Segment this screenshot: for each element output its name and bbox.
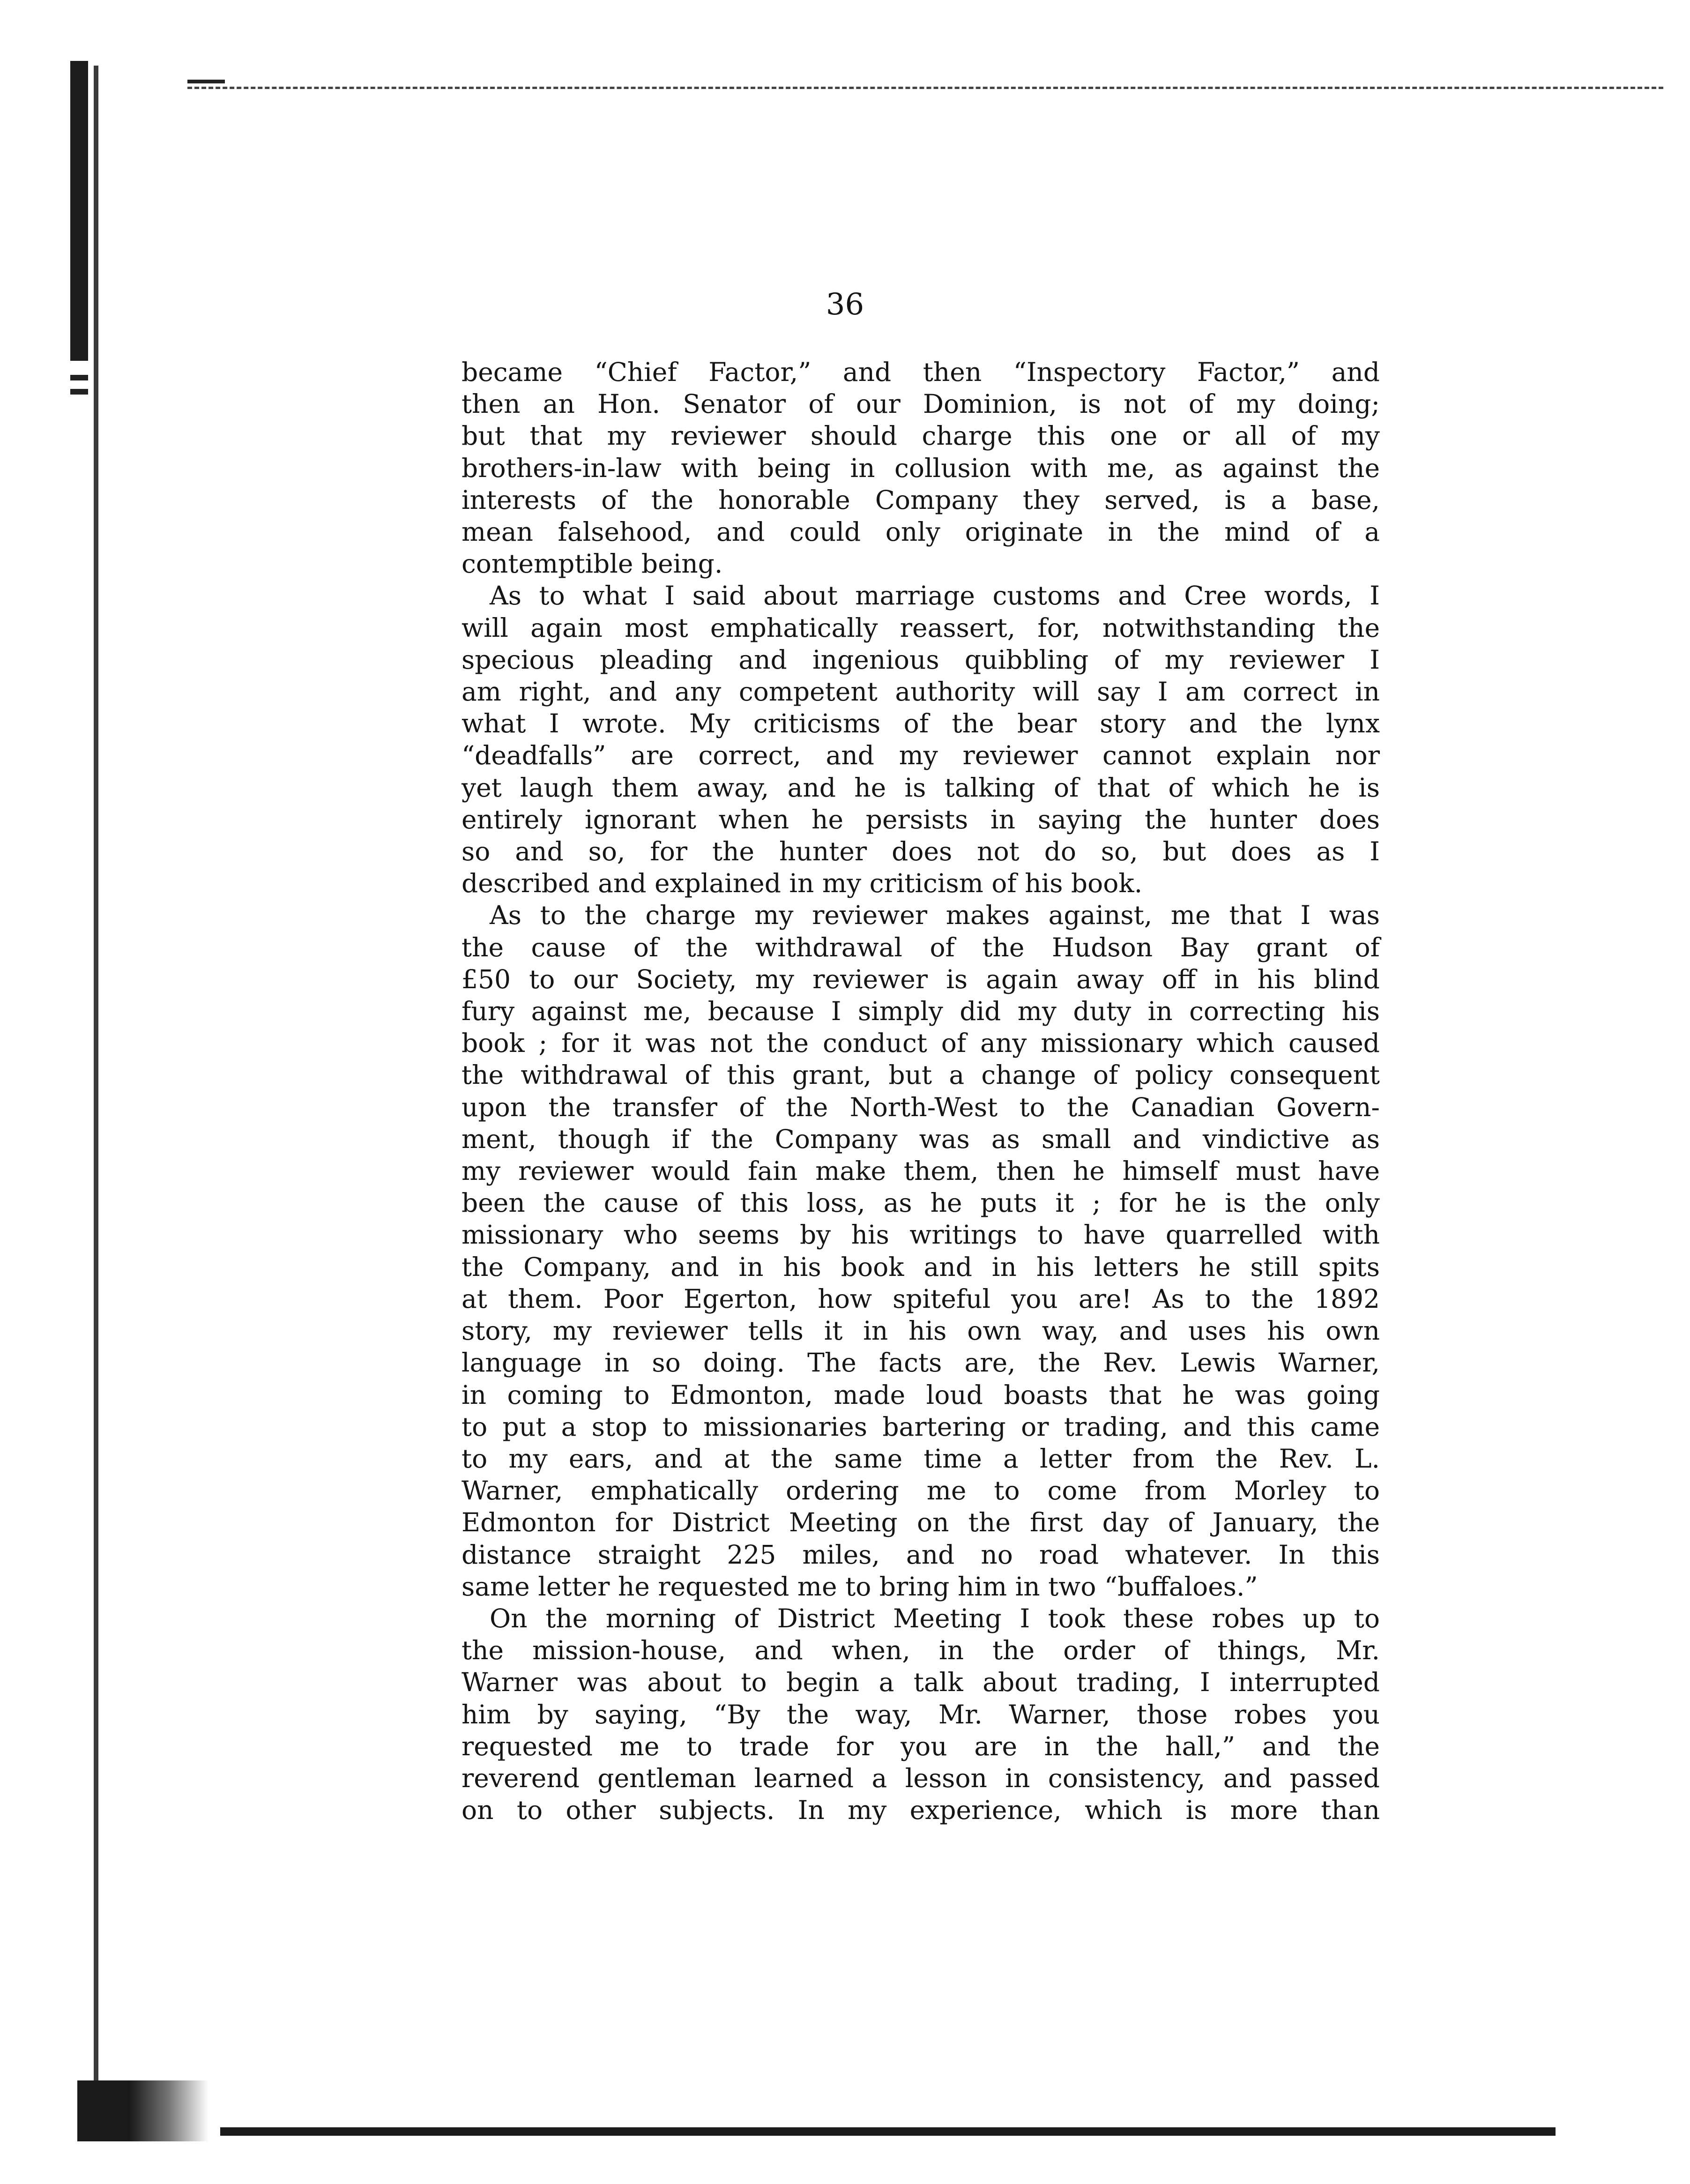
text-line: As to what I said about marriage customs and Cree words, I xyxy=(490,581,1380,611)
text-line: ment, though if the Company was as small and vindictive as xyxy=(462,1124,1380,1154)
text-line: distance straight 225 miles, and no road whatever. In this xyxy=(462,1539,1380,1570)
text-line: missionary who seems by his writings to have quarrelled with xyxy=(462,1220,1380,1250)
paragraph xyxy=(462,899,1380,1602)
text-line: specious pleading and ingenious quibbling of my reviewer I xyxy=(462,644,1380,675)
scan-top-rule xyxy=(187,87,1663,89)
text-line: contemptible being. xyxy=(462,549,723,579)
text-line: the Company, and in his book and in his letters he still spits xyxy=(462,1252,1380,1282)
text-line: so and so, for the hunter does not do so, but does as I xyxy=(462,836,1380,867)
text-line: same letter he requested me to bring him in two “buffaloes.” xyxy=(462,1571,1258,1602)
scan-edge-mark xyxy=(70,375,88,380)
text-line: As to the charge my reviewer makes against, me that I was xyxy=(490,900,1380,931)
text-line: at them. Poor Egerton, how spiteful you are! As to the 1892 xyxy=(462,1283,1380,1314)
text-line: my reviewer would fain make them, then he himself must have xyxy=(462,1156,1380,1186)
text-line: interests of the honorable Company they served, is a base, xyxy=(462,485,1380,515)
text-line: am right, and any competent authority will say I am correct in xyxy=(462,677,1380,707)
paragraph xyxy=(462,580,1380,899)
body-text xyxy=(462,356,1380,1826)
text-line: story, my reviewer tells it in his own way, and uses his own xyxy=(462,1316,1380,1346)
paragraph xyxy=(462,1603,1380,1826)
text-line: then an Hon. Senator of our Dominion, is not of my doing; xyxy=(462,389,1380,419)
text-line: the withdrawal of this grant, but a change of policy consequent xyxy=(462,1060,1380,1090)
text-line: will again most emphatically reassert, for, notwithstanding the xyxy=(462,612,1380,643)
scan-bottom-shadow xyxy=(77,2080,208,2141)
text-line: upon the transfer of the North-West to the Canadian Govern- xyxy=(462,1092,1380,1122)
page-number: 36 xyxy=(826,287,864,322)
text-line: to put a stop to missionaries bartering or trading, and this came xyxy=(462,1411,1380,1442)
scan-edge-line xyxy=(94,66,98,2127)
text-line: what I wrote. My criticisms of the bear story and the lynx xyxy=(462,708,1380,739)
text-line: book ; for it was not the conduct of any missionary which caused xyxy=(462,1028,1380,1058)
text-line: yet laugh them away, and he is talking of that of which he is xyxy=(462,772,1380,803)
text-line: mean falsehood, and could only originate in the mind of a xyxy=(462,517,1380,547)
text-line: brothers-in-law with being in collusion with me, as against the xyxy=(462,453,1380,483)
text-line: reverend gentleman learned a lesson in consistency, and passed xyxy=(462,1763,1380,1793)
text-line: him by saying, “By the way, Mr. Warner, those robes you xyxy=(462,1699,1380,1729)
text-line: fury against me, because I simply did my duty in correcting his xyxy=(462,996,1380,1027)
text-line: Warner, emphatically ordering me to come from Morley to xyxy=(462,1476,1380,1506)
text-line: became “Chief Factor,” and then “Inspectory Factor,” and xyxy=(462,357,1380,387)
text-line: Edmonton for District Meeting on the first day of January, the xyxy=(462,1507,1380,1538)
text-line: requested me to trade for you are in the hall,” and the xyxy=(462,1731,1380,1761)
text-line: on to other subjects. In my experience, which is more than xyxy=(462,1795,1380,1826)
scan-edge-mark xyxy=(70,389,88,395)
text-line: the mission-house, and when, in the order of things, Mr. xyxy=(462,1635,1380,1666)
scan-corner-mark xyxy=(187,80,225,83)
text-line: been the cause of this loss, as he puts it ; for he is the only xyxy=(462,1188,1380,1218)
text-line: On the morning of District Meeting I took these robes up to xyxy=(490,1603,1380,1633)
text-line: language in so doing. The facts are, the Rev. Lewis Warner, xyxy=(462,1348,1380,1378)
text-line: to my ears, and at the same time a letter from the Rev. L. xyxy=(462,1443,1380,1474)
text-line: described and explained in my criticism of his book. xyxy=(462,868,1143,899)
text-line: the cause of the withdrawal of the Hudson Bay grant of xyxy=(462,932,1380,962)
text-line: £50 to our Society, my reviewer is again away off in his blind xyxy=(462,964,1380,994)
text-line: but that my reviewer should charge this one or all of my xyxy=(462,421,1380,451)
text-line: Warner was about to begin a talk about trading, I interrupted xyxy=(462,1667,1380,1698)
paragraph xyxy=(462,356,1380,580)
text-line: “deadfalls” are correct, and my reviewer cannot explain nor xyxy=(462,740,1380,771)
text-line: entirely ignorant when he persists in saying the hunter does xyxy=(462,804,1380,835)
text-line: in coming to Edmonton, made loud boasts that he was going xyxy=(462,1379,1380,1410)
scan-bottom-rule xyxy=(220,2127,1556,2136)
